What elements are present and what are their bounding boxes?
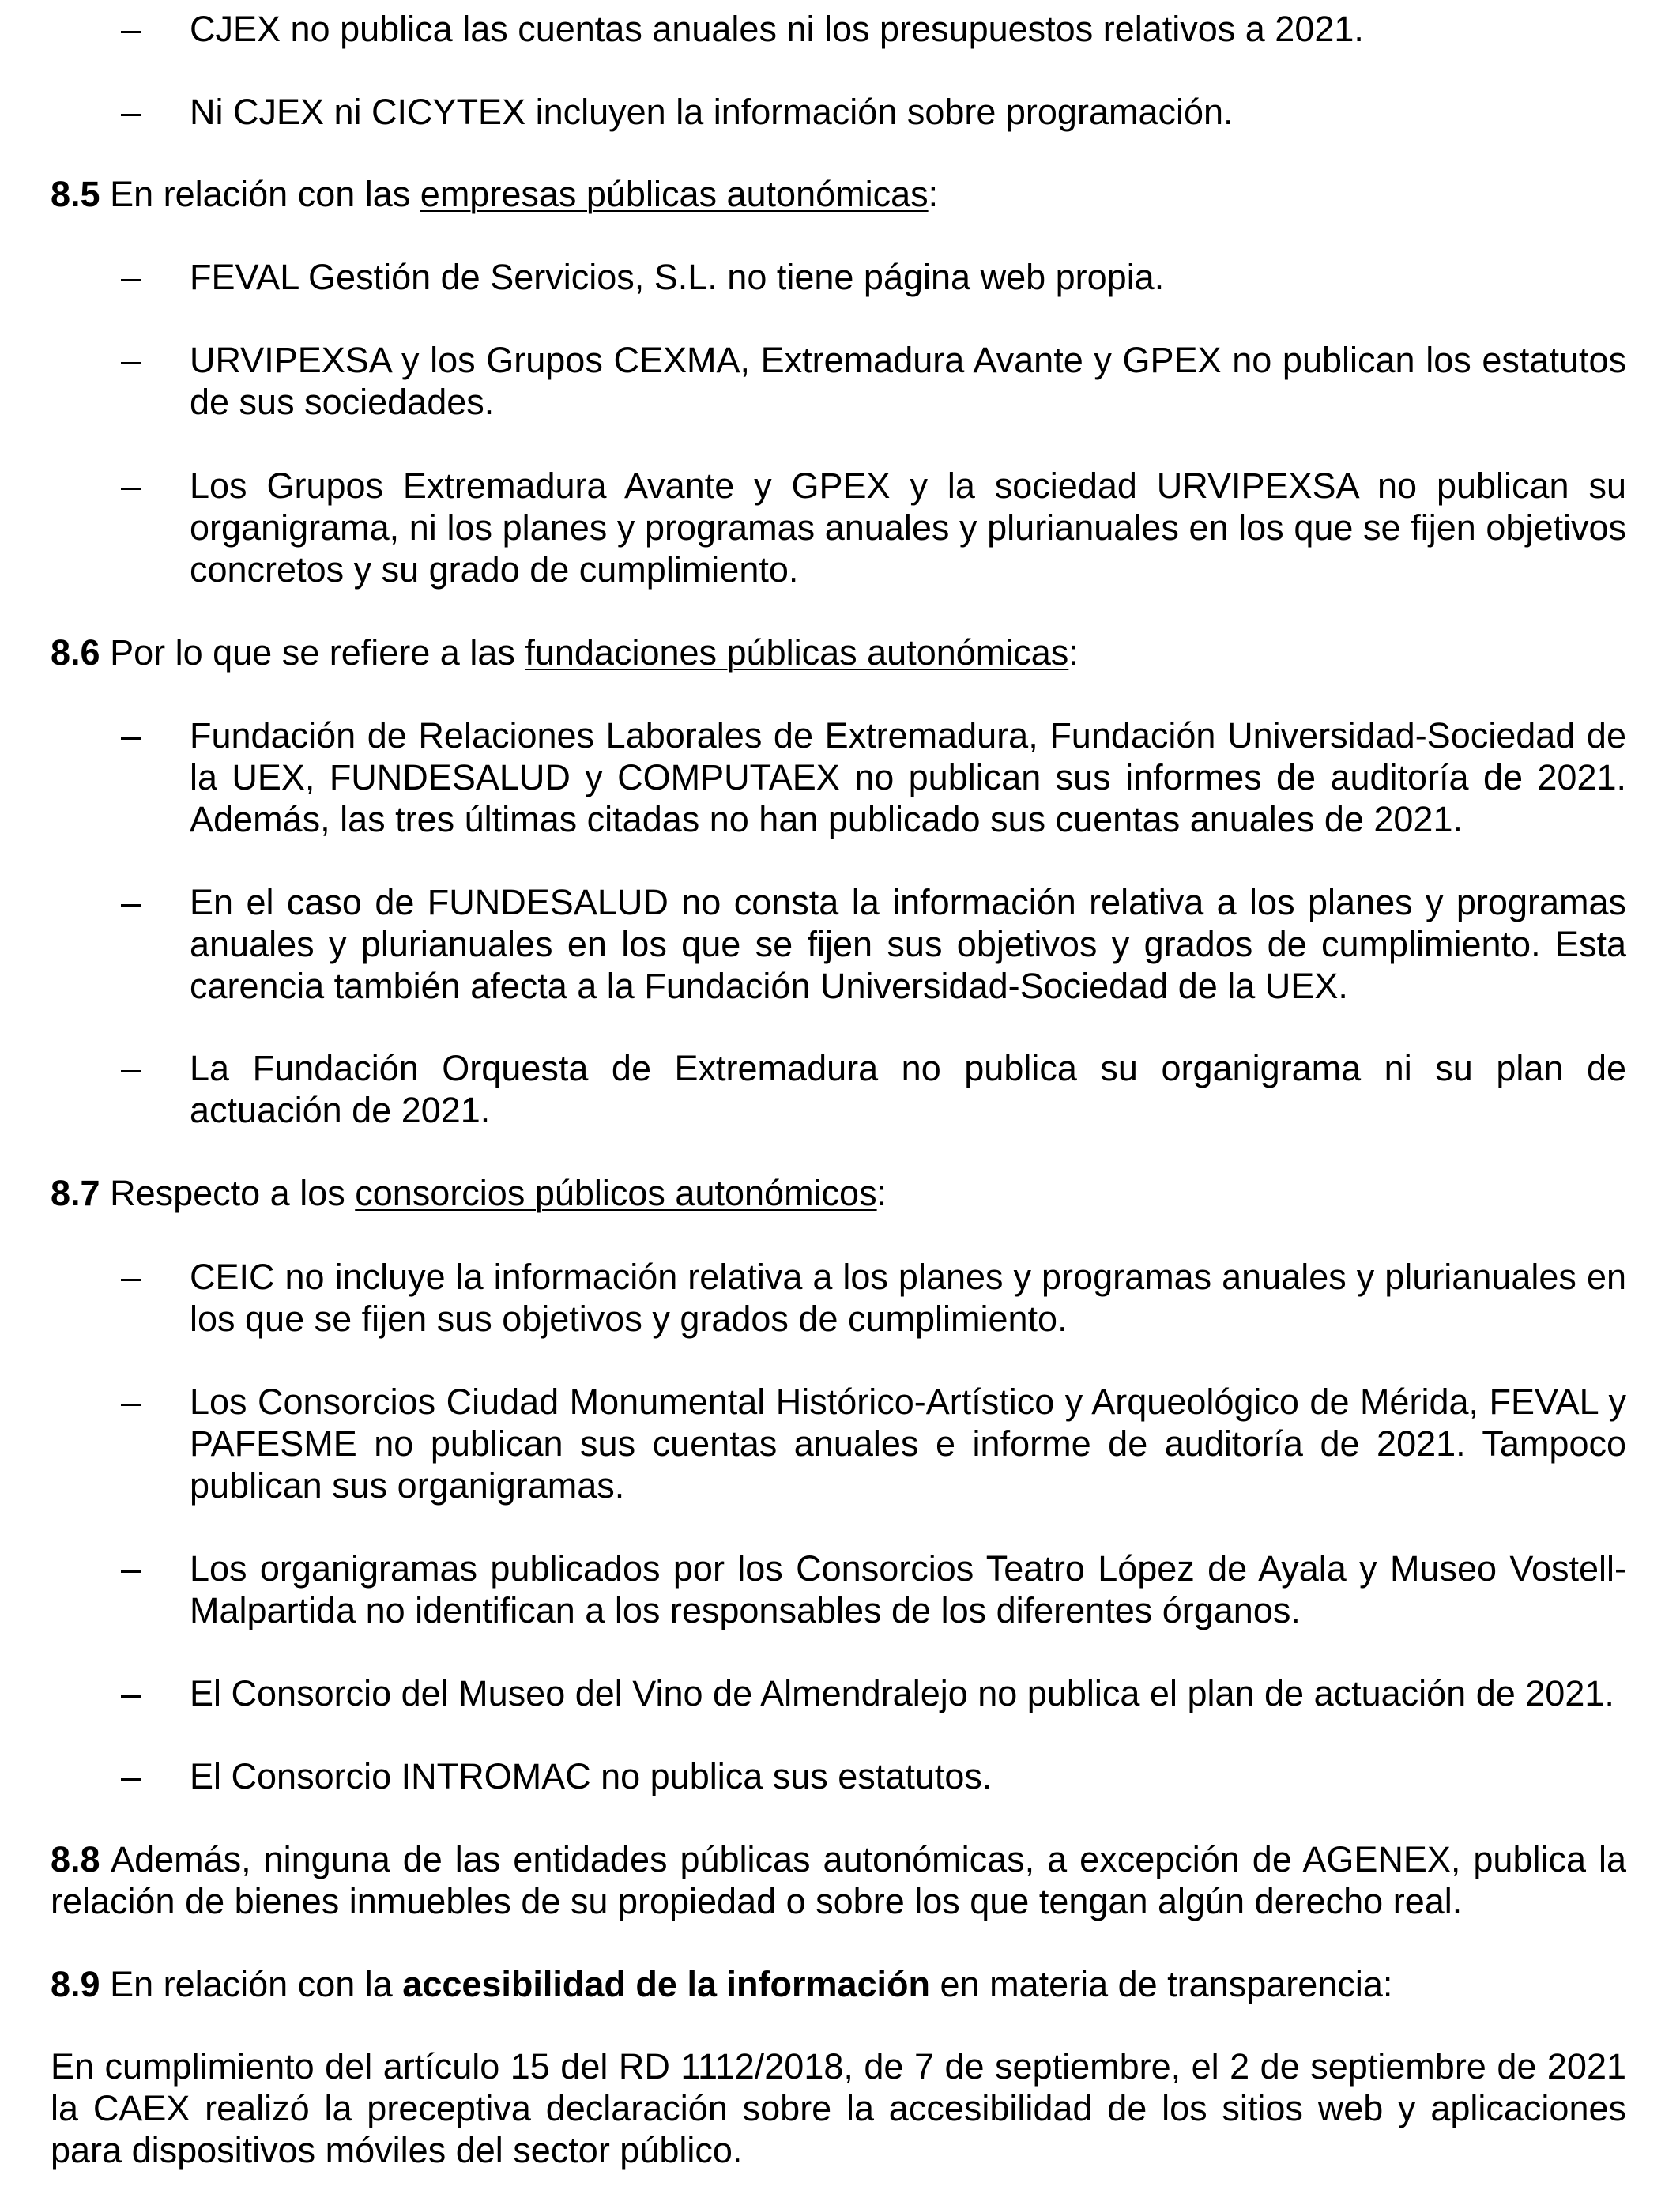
section-number: 8.5	[51, 174, 100, 214]
section-intro: En relación con las	[100, 174, 420, 214]
section-subject: fundaciones públicas autonómicas	[525, 632, 1069, 673]
section-8-7-heading	[51, 1172, 1626, 1214]
dash-bullet: –	[121, 466, 141, 506]
dash-bullet: –	[121, 1382, 141, 1422]
list-item-text: El Consorcio del Museo del Vino de Almendralejo no publica el plan de actuación de 2021.	[190, 1673, 1614, 1713]
dash-bullet: –	[121, 1257, 141, 1297]
dash-bullet: –	[121, 9, 141, 49]
section-8-8-paragraph	[51, 1838, 1626, 1922]
section-8-9-heading	[51, 1963, 1626, 2005]
section-text: Además, ninguna de las entidades públicas autonómicas, a excepción de AGENEX, publica la relación de bienes inmuebles de su propiedad o sobre los que tengan algún derecho real.	[51, 1839, 1626, 1921]
section-intro: Respecto a los	[100, 1173, 356, 1213]
section-colon: :	[876, 1173, 887, 1213]
list-item-text: FEVAL Gestión de Servicios, S.L. no tiene página web propia.	[190, 257, 1165, 297]
section-tail: en materia de transparencia:	[930, 1964, 1393, 2004]
list-item-text: Los Grupos Extremadura Avante y GPEX y la sociedad URVIPEXSA no publican su organigrama, ni los planes y programas anuales y plurianuales en los que se fijen objetivos concretos y su grado de cumplimiento.	[190, 466, 1626, 590]
list-item-text: Ni CJEX ni CICYTEX incluyen la información sobre programación.	[190, 92, 1234, 132]
section-number: 8.8	[51, 1839, 100, 1879]
dash-bullet: –	[121, 92, 141, 132]
closing-paragraph: En cumplimiento del artículo 15 del RD 1112/2018, de 7 de septiembre, el 2 de septiembre de 2021 la CAEX realizó la preceptiva declaración sobre la accesibilidad de los sitios web y aplicaciones para dispositivos móviles del sector público.	[51, 2046, 1626, 2170]
dash-bullet: –	[121, 257, 141, 297]
dash-bullet: –	[121, 1548, 141, 1589]
section-8-5-heading	[51, 173, 1626, 215]
section-subject: empresas públicas autonómicas	[420, 174, 929, 214]
dash-bullet: –	[121, 715, 141, 756]
list-item-text: El Consorcio INTROMAC no publica sus estatutos.	[190, 1756, 993, 1796]
dash-bullet: –	[121, 1673, 141, 1713]
list-item-text: CJEX no publica las cuentas anuales ni los presupuestos relativos a 2021.	[190, 9, 1364, 49]
list-item-text: La Fundación Orquesta de Extremadura no publica su organigrama ni su plan de actuación de 2021.	[190, 1048, 1626, 1130]
list-item-text: Los Consorcios Ciudad Monumental Histórico-Artístico y Arqueológico de Mérida, FEVAL y PAFESME no publican sus cuentas anuales e informe de auditoría de 2021. Tampoco publican sus organigramas.	[190, 1382, 1626, 1506]
section-8-6-heading	[51, 631, 1626, 673]
section-colon: :	[928, 174, 939, 214]
section-subject: accesibilidad de la información	[402, 1964, 931, 2004]
list-item-text: CEIC no incluye la información relativa a los planes y programas anuales y plurianuales en los que se fijen sus objetivos y grados de cumplimiento.	[190, 1257, 1626, 1339]
section-number: 8.9	[51, 1964, 100, 2004]
dash-bullet: –	[121, 882, 141, 922]
dash-bullet: –	[121, 1048, 141, 1088]
dash-bullet: –	[121, 1756, 141, 1796]
dash-bullet: –	[121, 340, 141, 380]
list-item-text: URVIPEXSA y los Grupos CEXMA, Extremadura Avante y GPEX no publican los estatutos de sus sociedades.	[190, 340, 1626, 422]
section-number: 8.7	[51, 1173, 100, 1213]
section-intro: En relación con la	[100, 1964, 403, 2004]
section-subject: consorcios públicos autonómicos	[355, 1173, 877, 1213]
list-item-text: En el caso de FUNDESALUD no consta la información relativa a los planes y programas anuales y plurianuales en los que se fijen sus objetivos y grados de cumplimiento. Esta carencia también afecta a la Fundación Universidad-Sociedad de la UEX.	[190, 882, 1626, 1006]
section-intro: Por lo que se refiere a las	[100, 632, 525, 673]
list-item-text: Fundación de Relaciones Laborales de Extremadura, Fundación Universidad-Sociedad de la UEX, FUNDESALUD y COMPUTAEX no publican sus informes de auditoría de 2021. Además, las tres últimas citadas no han publicado sus cuentas anuales de 2021.	[190, 715, 1626, 839]
section-number: 8.6	[51, 632, 100, 673]
section-colon: :	[1068, 632, 1079, 673]
list-item-text: Los organigramas publicados por los Consorcios Teatro López de Ayala y Museo Vostell-Malpartida no identifican a los responsables de los diferentes órganos.	[190, 1548, 1626, 1630]
